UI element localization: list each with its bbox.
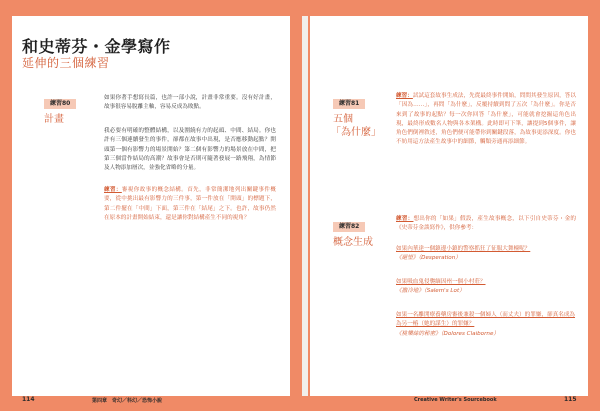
practice-82-head: 練習： — [396, 216, 414, 222]
page-title: 和史蒂芬・金學寫作 — [22, 37, 171, 56]
example-2-title: 《撒冷地》（Salem's Lot） — [396, 288, 465, 295]
practice-81-text: 試試這套故事生成法，先從最終事件開始，問問其發生原因，答以「因為……」，再問「為什麼」，反覆持續到問了五次「為什麼」。你是否來到了故事的起點？每一次你回答「為什麼」，可能就會挖掘這角色出現，最終形成數名人物與各本架構。此時即可下筆，讓提到5個事件，讓角色們倒裡敘述，角色們便可能帶你到關鍵段落，為故事更添深度。你也不妨用這方法產生故事中的細節，觸類旁通再添細節。 — [396, 93, 576, 146]
chapter-footer: 第四章 奇幻／科幻／恐怖小說 — [92, 398, 163, 404]
practice-80 — [104, 186, 276, 223]
exercise-81-name-line2: 「為什麼」 — [331, 127, 381, 138]
example-3-question: 如果一名離開療養藥房審後兼殺一個婦人（而丈夫）的罪嫌，卻真名成為為另一樁（她的謀生）的罪嫌？ — [396, 312, 576, 328]
page-number-left: 114 — [22, 396, 35, 403]
intro-paragraph: 如果你著手想寫長篇，也許一部小說，計畫非常重要。沒有好計畫，故事很容易脫離主軸，容易反成為敗點。 — [104, 95, 276, 111]
gutter — [302, 16, 308, 396]
exercise-80-name: 計畫 — [44, 114, 64, 125]
example-1 — [396, 245, 576, 264]
exercise-81-name-line1: 五個 — [333, 114, 353, 125]
book-footer: Creative Writer's Sourcebook — [414, 397, 497, 403]
structure-paragraph: 我必要有明確的整體結構，以及圍繞有力的起頭、中間、結局。你也許有三個連續發生的事件，卻都在故事中出現，是否應移動起點？開頭第一個有影響力的場景開始？第二個有影響力的場景放在中間，把第三個當作結局的高潮？故事會是否則可隨著發展一路飛翔，為情節及人物添加層次，並強化省略的分量。 — [104, 128, 276, 172]
exercise-80-label: 練習80 — [44, 99, 76, 109]
practice-81 — [396, 92, 576, 148]
exercise-82-label: 練習82 — [333, 222, 365, 232]
page-number-right: 115 — [564, 396, 577, 403]
practice-81-head: 練習： — [396, 93, 413, 99]
example-2-question: 如果吸血鬼侵襲緬因州一個小村莊？ — [396, 279, 486, 285]
top-margin-left — [0, 0, 300, 16]
practice-80-head: 練習： — [104, 187, 122, 193]
example-3 — [396, 311, 576, 339]
example-1-question: 如果內華達一個鎮邊小鎮的警察抓狂了征服大舞檯呢？ — [396, 246, 531, 252]
practice-82 — [396, 215, 576, 234]
page-subtitle: 延伸的三個練習 — [22, 56, 110, 70]
example-1-title: 《絕望》（Desperation） — [396, 255, 461, 262]
practice-80-text: 審視你故事的概念結構。首先，非常簡潔地列出關鍵事件概要，從中挑出最有影響力的三件事，第一件放在「開頭」的標題下，第二件擺在「中間」下面，第三件在「結尾」之下。也許，故事仍然在原本的計畫開始結束，還是讓你對結構產生不同的視角？ — [104, 187, 276, 221]
example-2 — [396, 278, 576, 297]
exercise-82-name: 概念生成 — [333, 237, 373, 248]
right-page — [310, 16, 588, 396]
exercise-81-label: 練習81 — [333, 99, 365, 109]
practice-82-text: 想出你的「如果」假設，產生故事概念，以下引自史蒂芬・金的《史蒂芬金談寫作》，供你參考： — [396, 216, 576, 232]
example-3-title: 《桃樂絲的秘密》（Dolores Claiborne） — [396, 330, 499, 337]
